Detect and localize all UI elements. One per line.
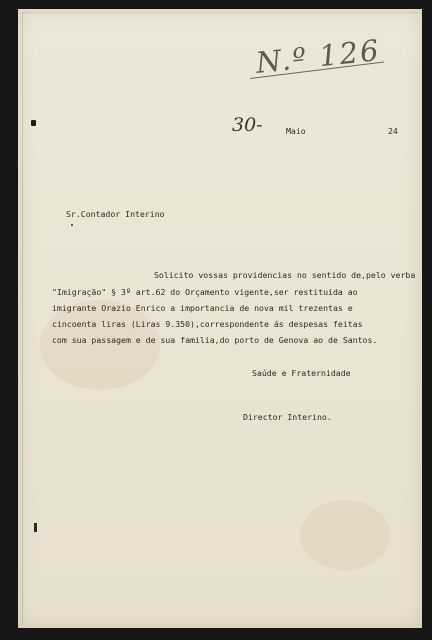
body-line: "Imigração" § 3º art.62 do Orçamento vigente,ser restituida ao xyxy=(52,287,358,297)
date-year: 24 xyxy=(388,126,398,136)
signature-title: Director Interino. xyxy=(243,412,332,422)
document-number: N.º 126 xyxy=(254,33,383,80)
ink-dot xyxy=(71,224,73,226)
paper-stain xyxy=(300,500,390,570)
body-line: com sua passagem e de sua familia,do porto de Genova ao de Santos. xyxy=(52,335,378,345)
date-month: Maio xyxy=(286,126,306,136)
margin-mark xyxy=(34,523,37,532)
body-line: imigrante Orazio Enrico a importancia de nova mil trezentas e xyxy=(52,303,353,313)
body-line: cincoenta liras (Liras 9.350),correspondente ás despesas feitas xyxy=(52,319,363,329)
body-line: Solicito vossas providencias no sentido de,pelo verba xyxy=(154,270,416,280)
paper-stain xyxy=(40,300,160,390)
date-day: 30- xyxy=(232,114,263,136)
closing-greeting: Saúde e Fraternidade xyxy=(252,368,351,378)
addressee: Sr.Contador Interino xyxy=(66,209,165,219)
punch-mark xyxy=(31,120,36,126)
